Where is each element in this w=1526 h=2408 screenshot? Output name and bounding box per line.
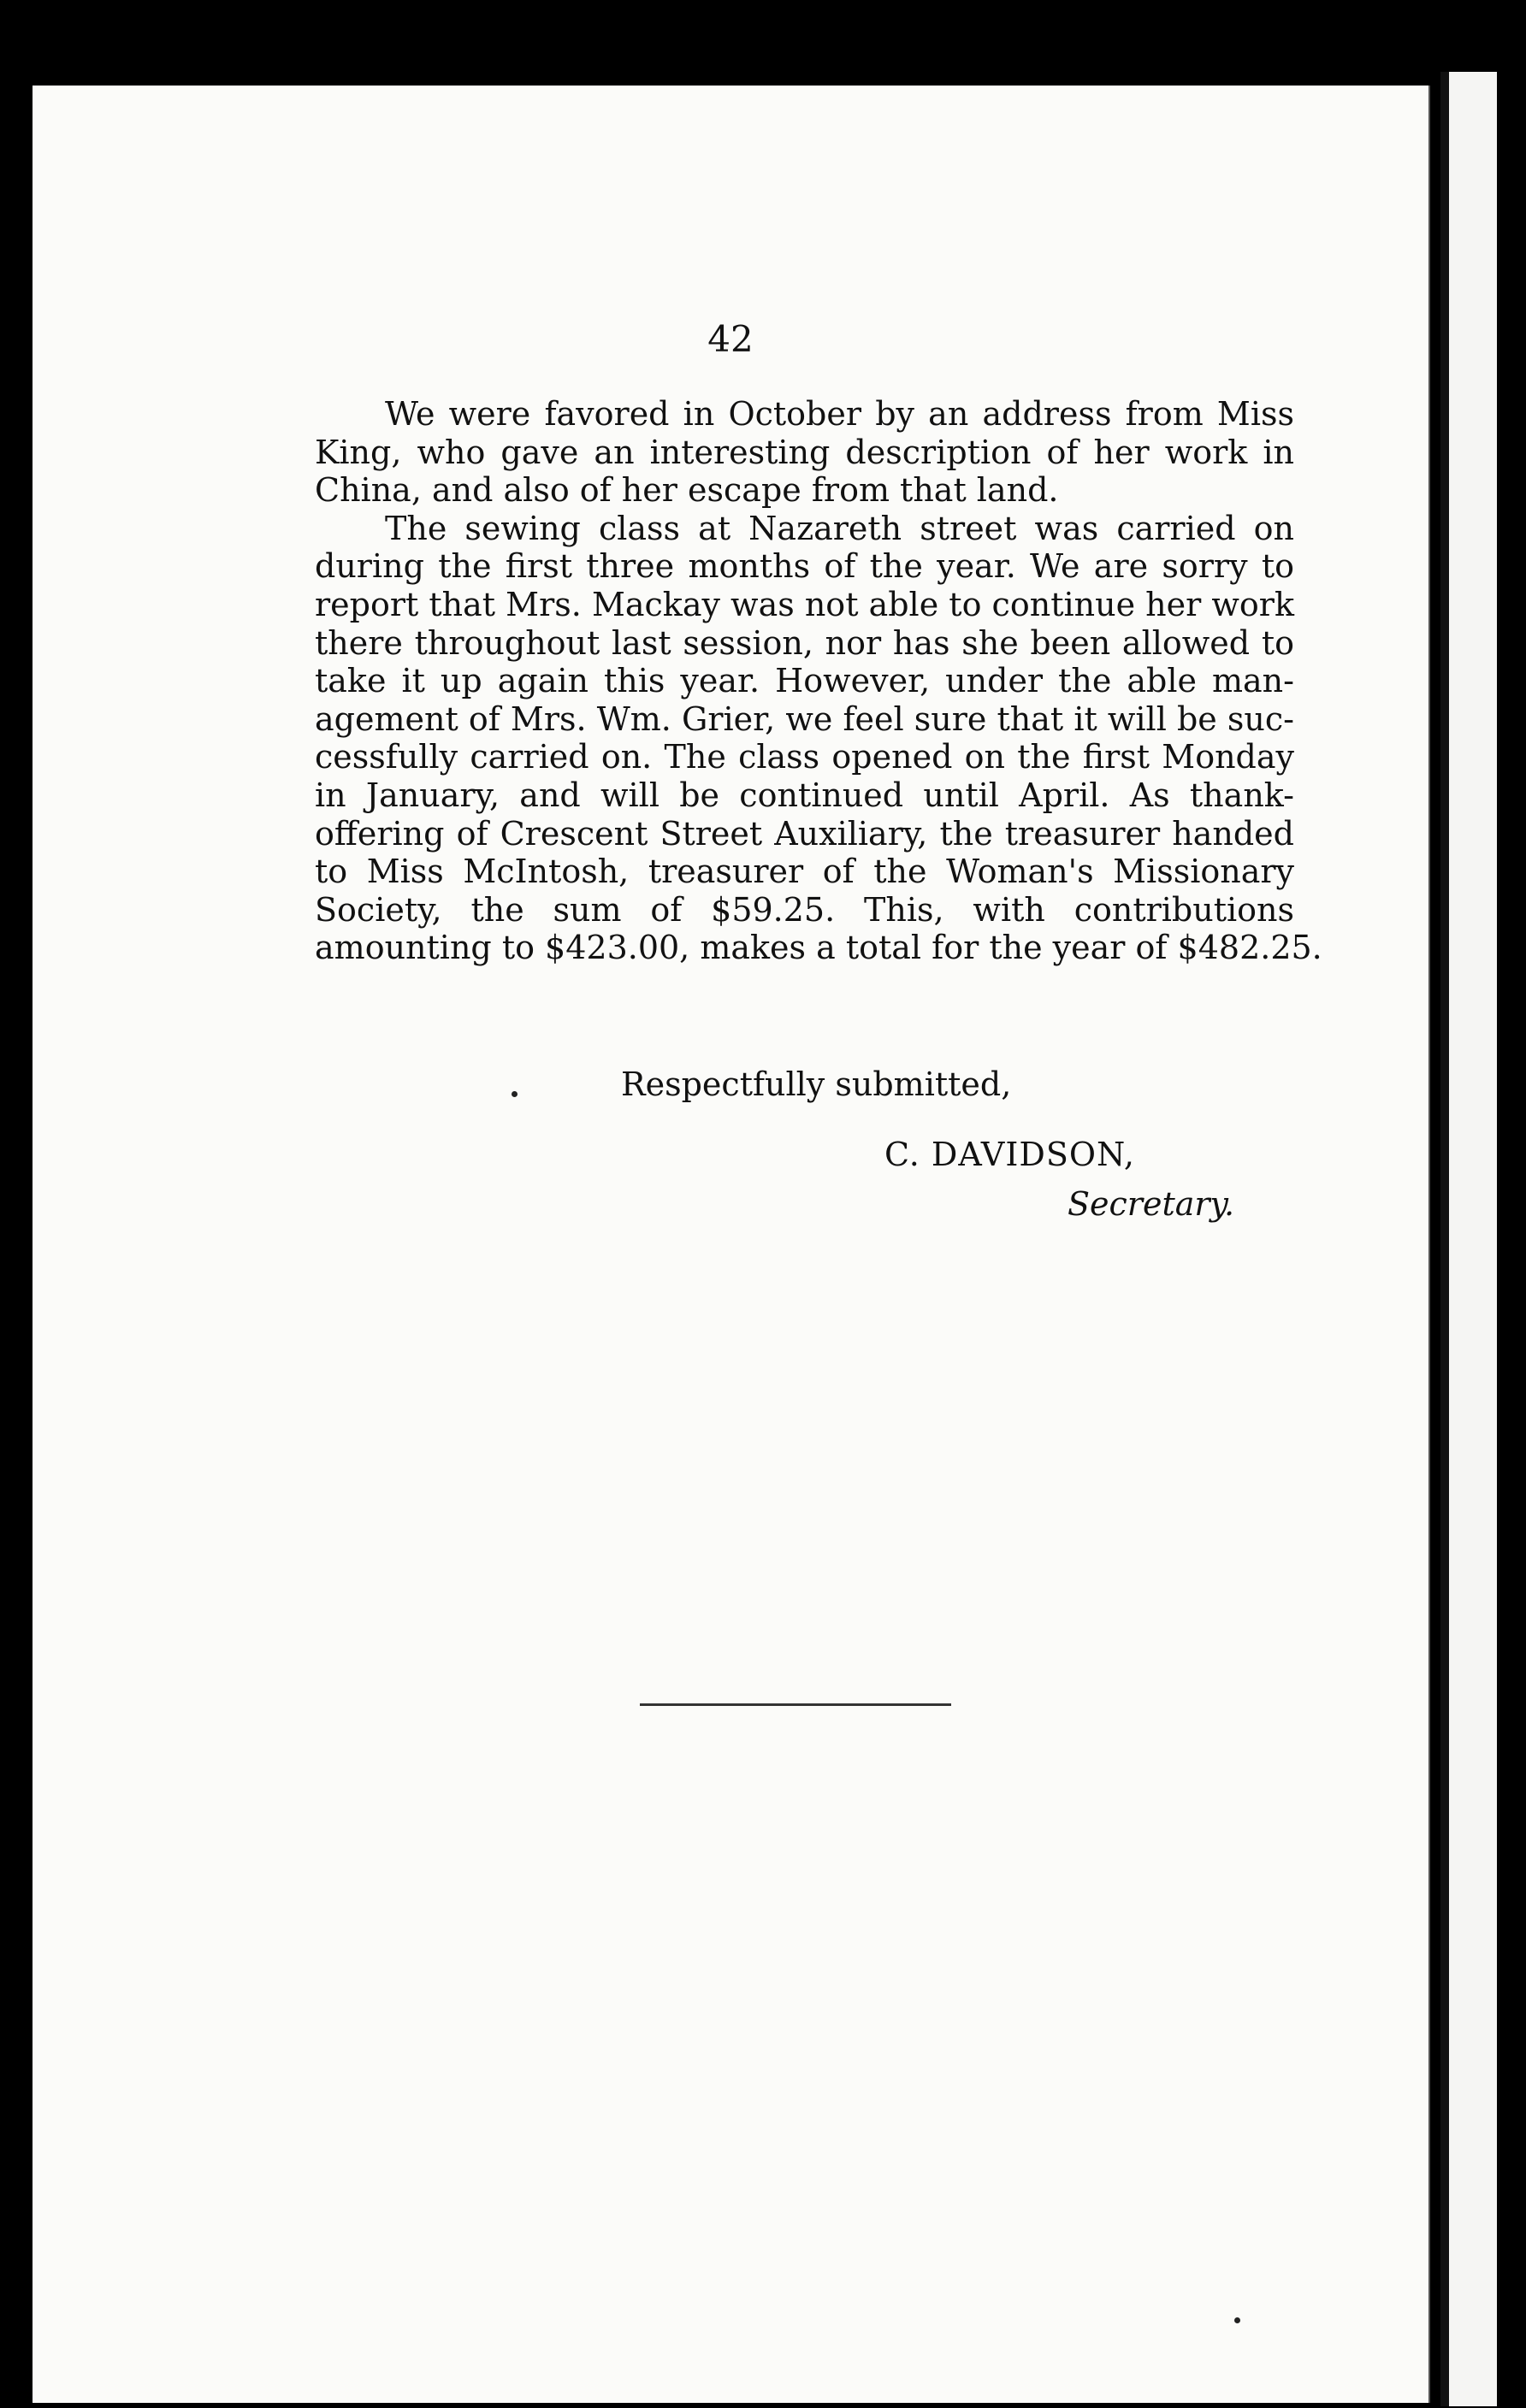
closing-signoff: Respectfully submitted, <box>621 1065 1012 1103</box>
signer-title: Secretary. <box>1068 1185 1235 1223</box>
section-divider <box>640 1703 951 1706</box>
text-line: report that Mrs. Mackay was not able to continue her work <box>315 585 1294 623</box>
ink-speck <box>1234 2317 1240 2323</box>
text-line: The sewing class at Nazareth street was carried on <box>385 509 1294 547</box>
text-line: We were favored in October by an address from Miss <box>385 395 1294 433</box>
page-number: 42 <box>707 318 754 360</box>
text-line: during the first three months of the year. We are sorry to <box>315 547 1294 586</box>
text-line: agement of Mrs. Wm. Grier, we feel sure that it will be suc- <box>315 699 1294 738</box>
text-line: take it up again this year. However, under the able man- <box>315 662 1294 700</box>
text-line: to Miss McIntosh, treasurer of the Woman's Missionary <box>315 853 1294 891</box>
document-page <box>33 86 1430 2403</box>
text-line: there throughout last session, nor has she been allowed to <box>315 623 1294 662</box>
ink-speck <box>512 1091 518 1097</box>
text-line: offering of Crescent Street Auxiliary, the treasurer handed <box>315 814 1294 853</box>
text-line: amounting to $423.00, makes a total for the year of $482.25. <box>315 929 1322 967</box>
body-text <box>315 395 1322 967</box>
adjacent-page-edge <box>1440 72 1497 2406</box>
text-line: in January, and will be continued until April. As thank- <box>315 776 1294 814</box>
signer-name: C. DAVIDSON, <box>884 1136 1135 1173</box>
text-line: King, who gave an interesting description of her work in <box>315 433 1294 471</box>
text-line: Society, the sum of $59.25. This, with contributions <box>315 890 1294 929</box>
text-line: China, and also of her escape from that land. <box>315 471 1059 510</box>
text-line: cessfully carried on. The class opened on the first Monday <box>315 738 1294 776</box>
